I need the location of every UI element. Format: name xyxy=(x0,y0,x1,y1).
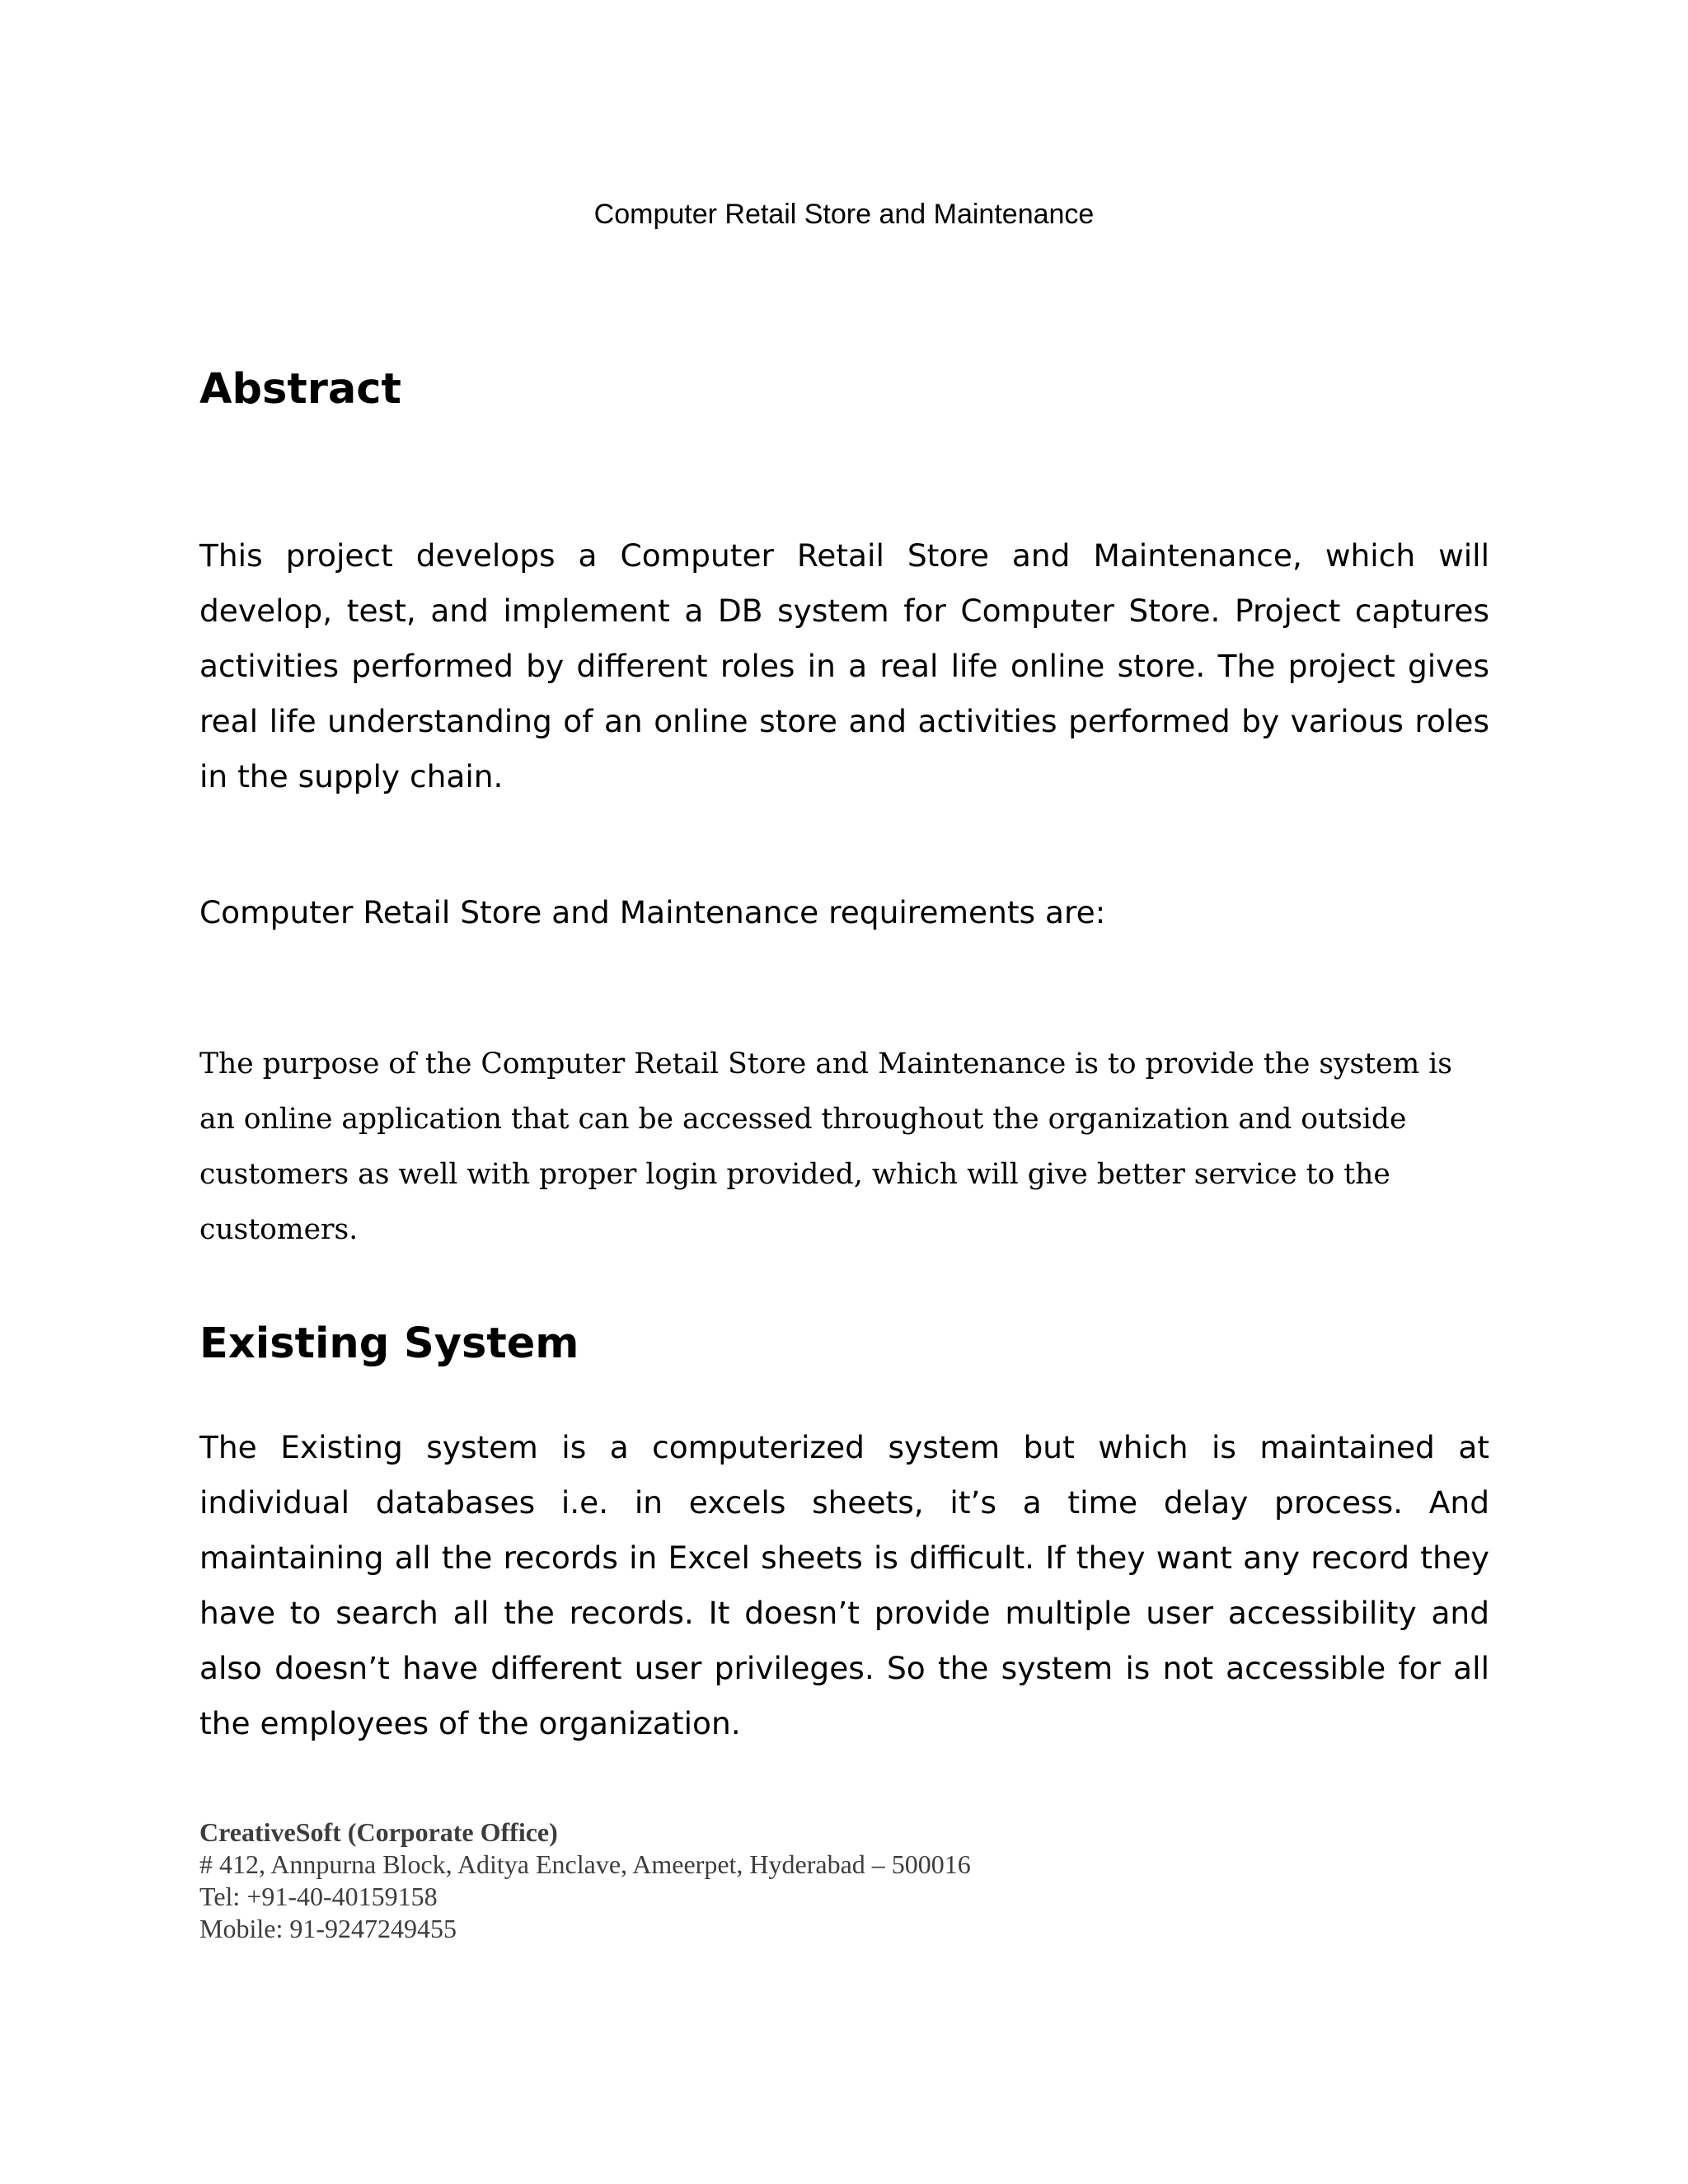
existing-system-paragraph: The Existing system is a computerized system but which is maintained at individual databases i.e. in excels sheets, it’s a time delay process. And maintaining all the records in Excel sheets is difficult. If they want any record they have to search all the records. It doesn’t provide multiple user accessibility and also doesn’t have different user privileges. So the system is not accessible for all the employees of the organization. xyxy=(199,1429,1489,1741)
footer-telephone: Tel: +91-40-40159158 xyxy=(199,1882,438,1911)
requirements-intro: Computer Retail Store and Maintenance requirements are: xyxy=(199,894,1106,930)
abstract-paragraph: This project develops a Computer Retail Store and Maintenance, which will develop, test, and implement a DB system for Computer Store. Project captures activities performed by different roles in a real life online store. The project gives real life understanding of an online store and activities performed by various roles in the supply chain. xyxy=(199,537,1489,794)
running-header-title: Computer Retail Store and Maintenance xyxy=(593,199,1095,230)
footer-contact-block xyxy=(199,1816,971,1945)
footer-address: # 412, Annpurna Block, Aditya Enclave, Ameerpet, Hyderabad – 500016 xyxy=(199,1849,971,1879)
footer-company-name: CreativeSoft (Corporate Office) xyxy=(199,1817,558,1847)
abstract-heading: Abstract xyxy=(199,365,401,414)
purpose-paragraph: The purpose of the Computer Retail Store and Maintenance is to provide the system is an online application that can be accessed throughout the organization and outside customers as well with proper login provided, which will give better service to the customers. xyxy=(199,1047,1452,1246)
footer-mobile: Mobile: 91-9247249455 xyxy=(199,1914,457,1943)
existing-system-heading: Existing System xyxy=(199,1319,579,1368)
